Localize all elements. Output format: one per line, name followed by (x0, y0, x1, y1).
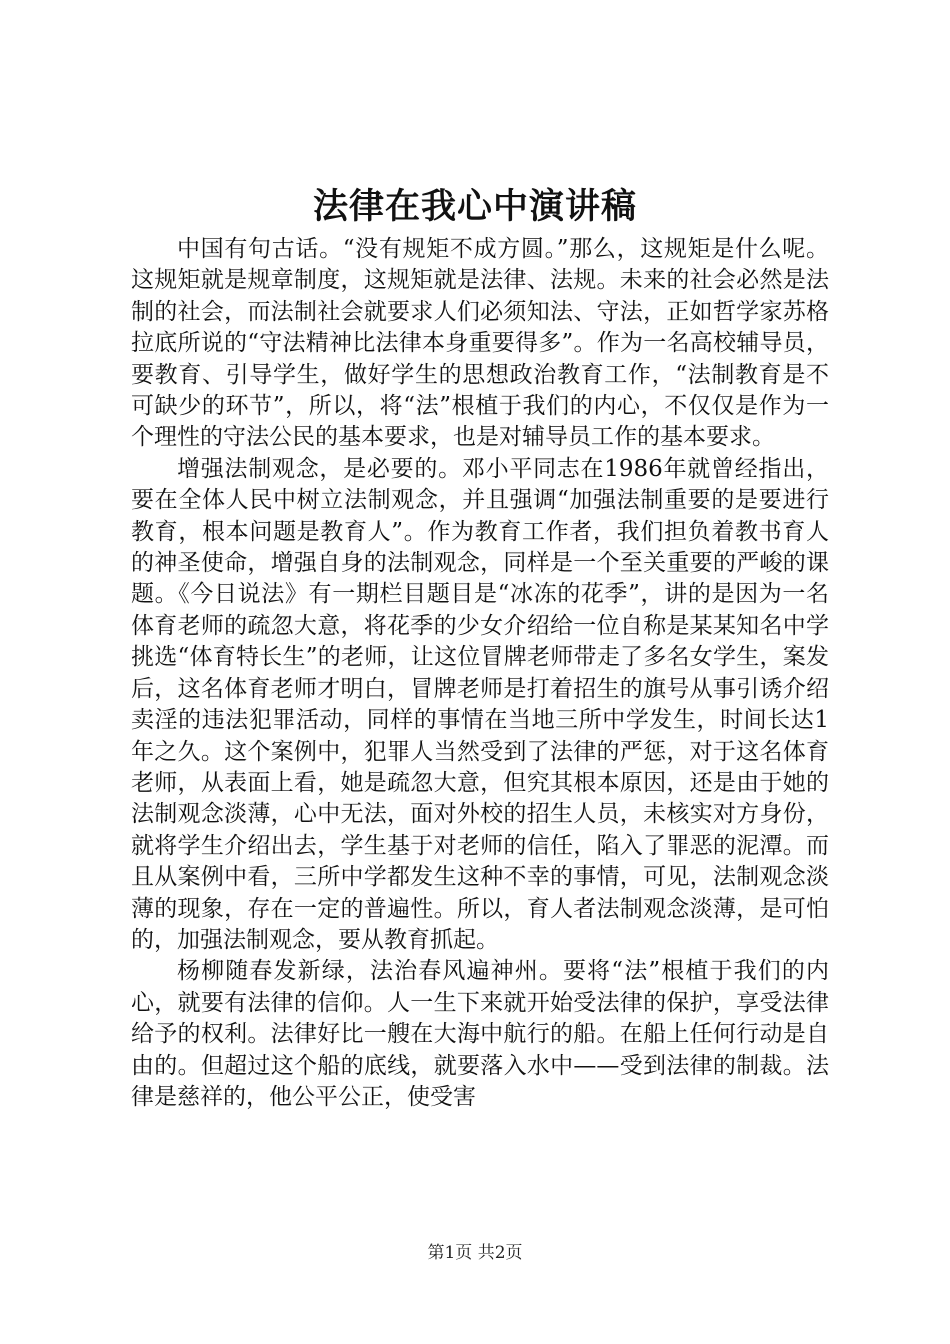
document-body (131, 234, 829, 1113)
paragraph-3: 杨柳随春发新绿，法治春风遍神州。要将“法”根植于我们的内心，就要有法律的信仰。人一生下来就开始受法律的保护，享受法律给予的权利。法律好比一艘在大海中航行的船。在船上任何行动是自由的。但超过这个船的底线，就要落入水中——受到法律的制裁。法律是慈祥的，他公平公正，使受害 (131, 958, 829, 1110)
page-number-footer: 第1页 共2页 (427, 1243, 523, 1263)
page-title: 法律在我心中演讲稿 (312, 186, 637, 227)
paragraph-2: 增强法制观念，是必要的。邓小平同志在1986年就曾经指出，要在全体人民中树立法制观念，并且强调“加强法制重要的是要进行教育，根本问题是教育人”。作为教育工作者，我们担负着教书育人的神圣使命，增强自身的法制观念，同样是一个至关重要的严峻的课题。《今日说法》有一期栏目题目是“冰冻的花季”，讲的是因为一名体育老师的疏忽大意，将花季的少女介绍给一位自称是某某知名中学挑选“体育特长生”的老师，让这位冒牌老师带走了多名女学生，案发后，这名体育老师才明白，冒牌老师是打着招生的旗号从事引诱介绍卖淫的违法犯罪活动，同样的事情在当地三所中学发生，时间长达1年之久。这个案例中，犯罪人当然受到了法律的严惩，对于这名体育老师，从表面上看，她是疏忽大意，但究其根本原因，还是由于她的法制观念淡薄，心中无法，面对外校的招生人员，未核实对方身份，就将学生介绍出去，学生基于对老师的信任，陷入了罪恶的泥潭。而且从案例中看，三所中学都发生这种不幸的事情，可见，法制观念淡薄的现象，存在一定的普遍性。所以，育人者法制观念淡薄，是可怕的，加强法制观念，要从教育抓起。 (131, 455, 829, 953)
paragraph-1: 中国有句古话。“没有规矩不成方圆。”那么，这规矩是什么呢。这规矩就是规章制度，这规矩就是法律、法规。未来的社会必然是法制的社会，而法制社会就要求人们必须知法、守法，正如哲学家苏格拉底所说的“守法精神比法律本身重要得多”。作为一名高校辅导员，要教育、引导学生，做好学生的思想政治教育工作，“法制教育是不可缺少的环节”，所以，将“法”根植于我们的内心，不仅仅是作为一个理性的守法公民的基本要求，也是对辅导员工作的基本要求。 (131, 236, 829, 451)
